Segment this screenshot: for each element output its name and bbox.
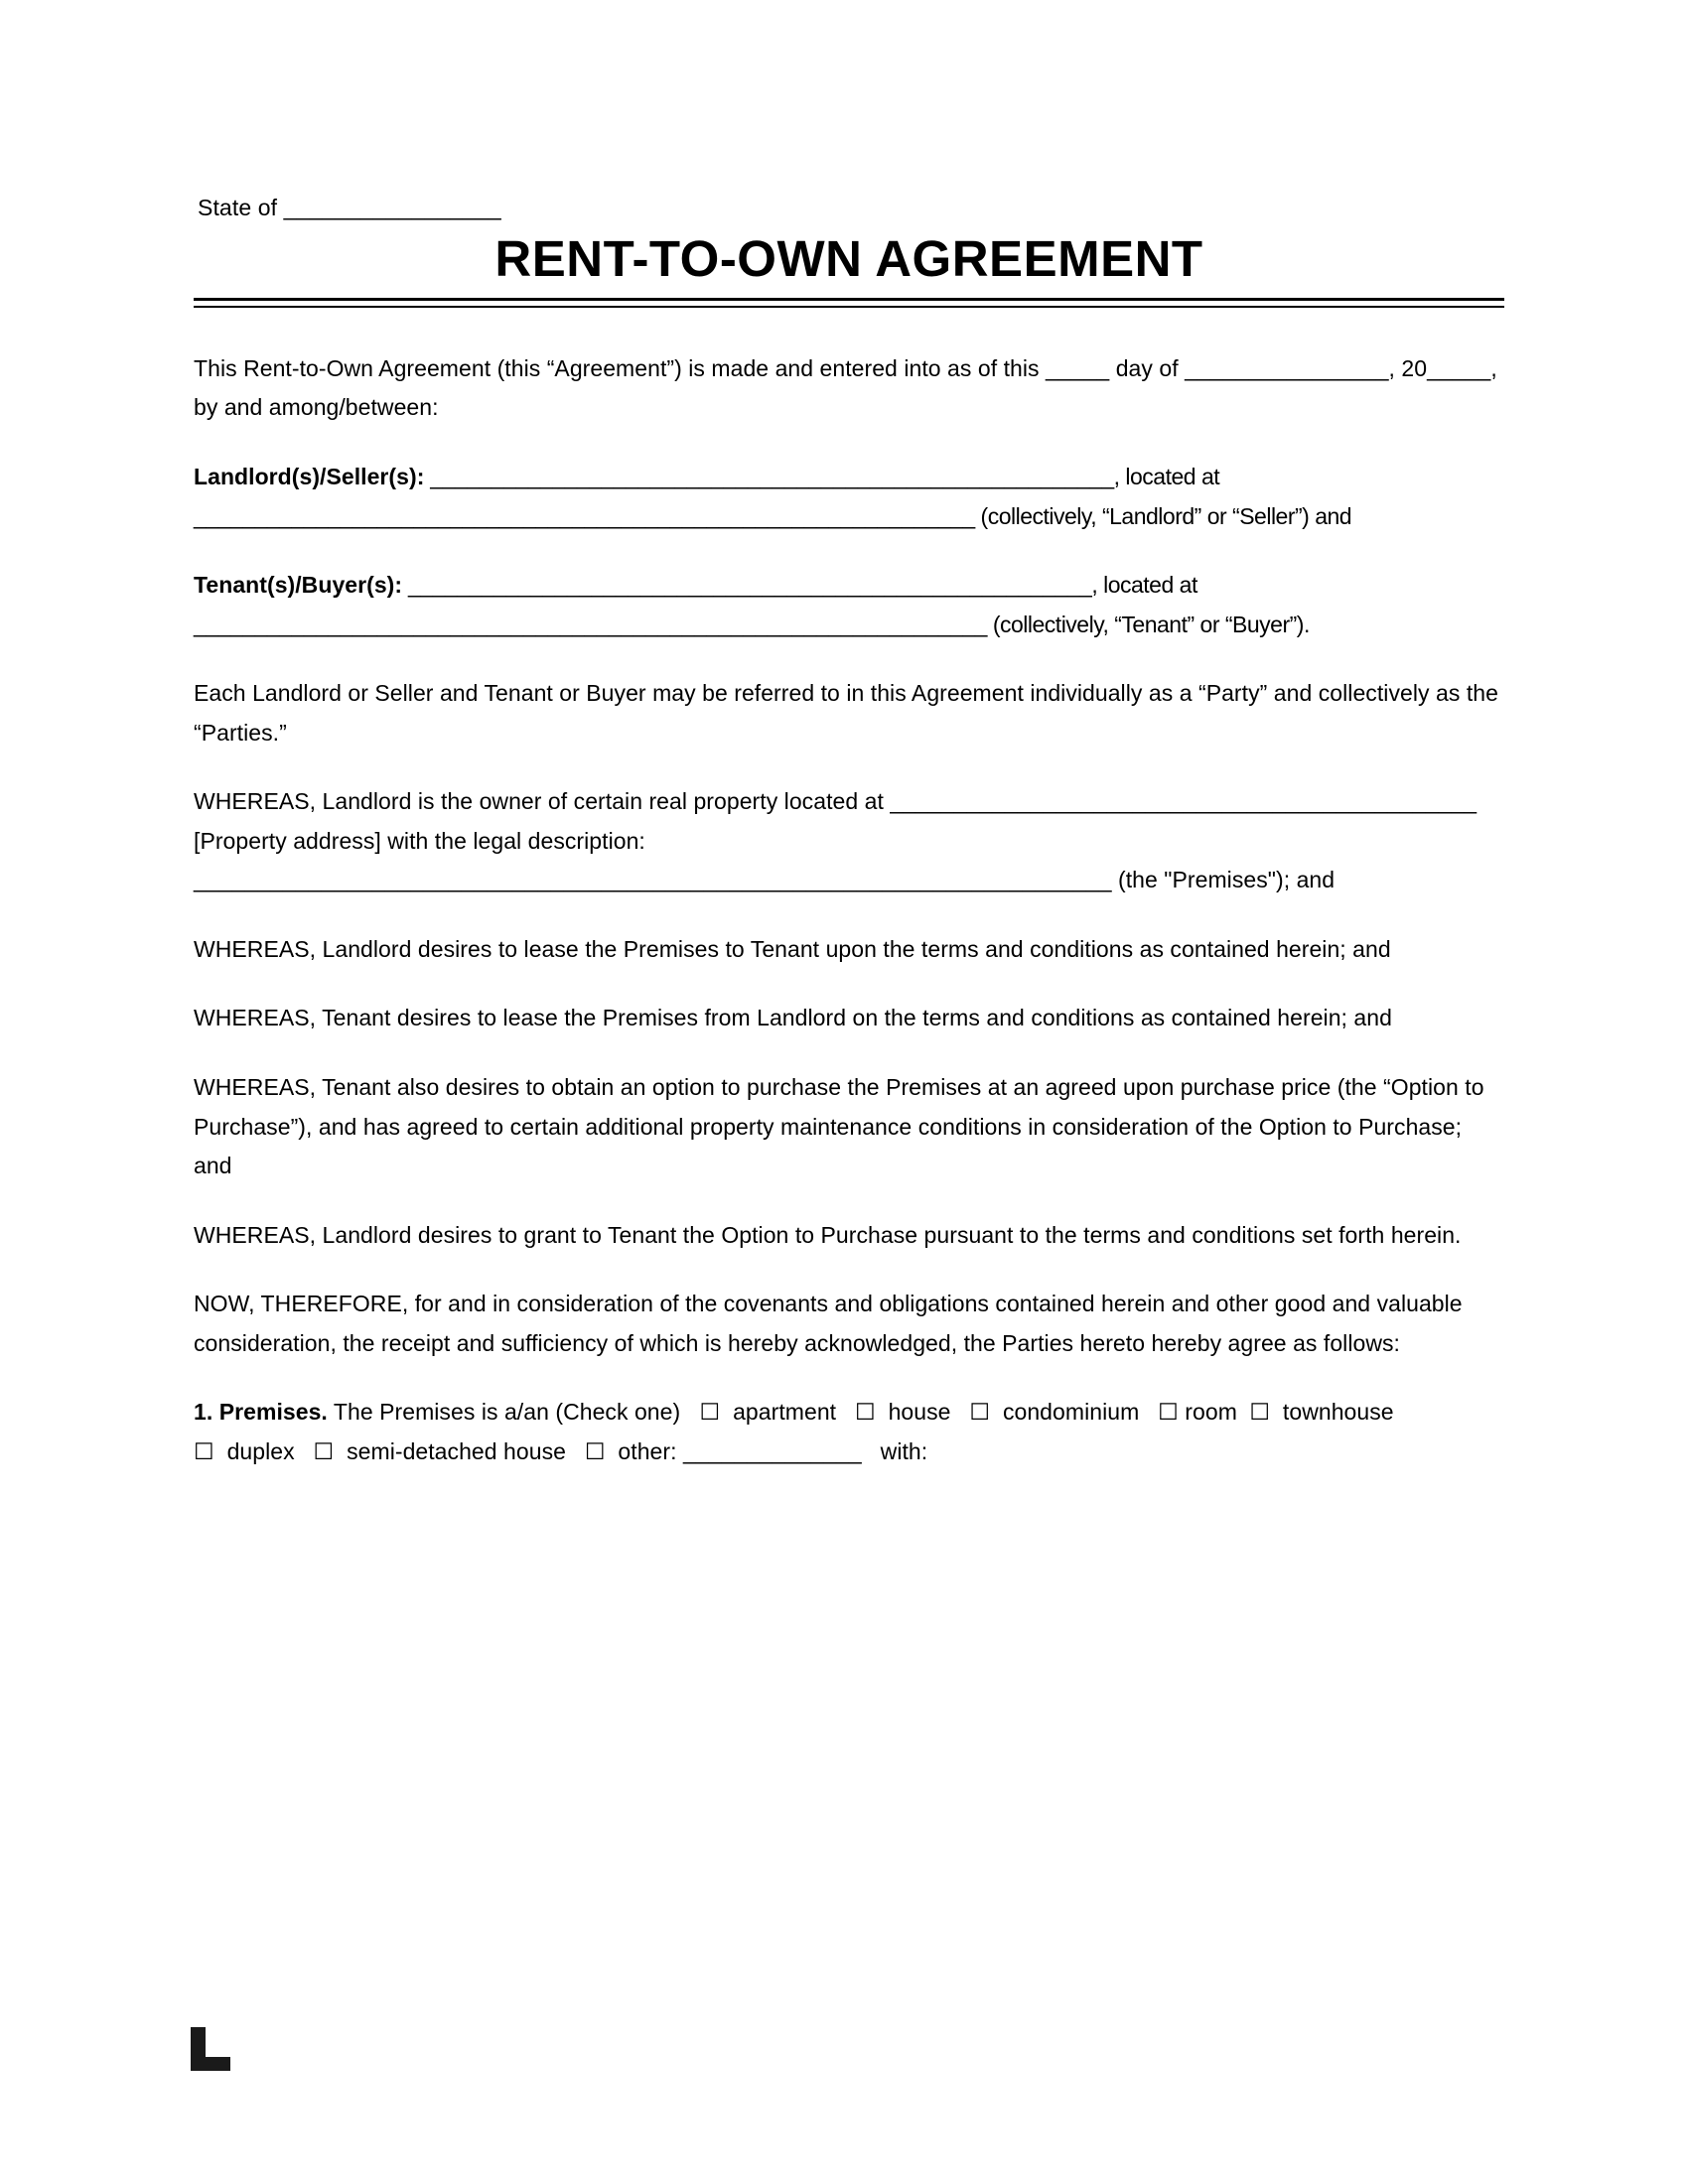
option-condominium[interactable]	[969, 1399, 1139, 1425]
option-label: apartment	[733, 1399, 837, 1426]
option-apartment[interactable]	[700, 1399, 837, 1425]
whereas-paragraph-4: WHEREAS, Tenant also desires to obtain an option to purchase the Premises at an agreed upon purchase price (the “Option to Purchase”), and has agreed to certain additional property maintenance conditions in consideration of the Option to Purchase; and	[194, 1074, 1484, 1179]
whereas-paragraph-5: WHEREAS, Landlord desires to grant to Tenant the Option to Purchase pursuant to the terms and conditions set forth herein.	[194, 1221, 1462, 1248]
checkbox-icon[interactable]: ☐	[969, 1399, 991, 1426]
landlord-paragraph	[194, 458, 1504, 536]
option-label: other: ______________	[618, 1437, 862, 1464]
option-duplex[interactable]	[194, 1438, 295, 1464]
parties-paragraph: Each Landlord or Seller and Tenant or Buyer may be referred to in this Agreement individually as a “Party” and collectively as the “Parties.”	[194, 680, 1498, 746]
now-therefore-paragraph: NOW, THEREFORE, for and in consideration of the covenants and obligations contained herein and other good and valuable consideration, the receipt and sufficiency of which is hereby acknowledged, the Parties hereto hereby agree as follows:	[194, 1291, 1463, 1356]
option-room[interactable]	[1158, 1399, 1237, 1425]
option-house[interactable]	[855, 1399, 950, 1425]
whereas-paragraph-3: WHEREAS, Tenant desires to lease the Premises from Landlord on the terms and conditions as contained herein; and	[194, 1005, 1392, 1031]
intro-paragraph: This Rent-to-Own Agreement (this “Agreement”) is made and entered into as of this _____ day of ________________, 20_____, by and among/between:	[194, 354, 1497, 421]
tenant-paragraph	[194, 566, 1504, 644]
section-1-number: 1. Premises.	[194, 1399, 328, 1426]
section-1-trailing-text: with:	[880, 1437, 928, 1464]
tenant-label: Tenant(s)/Buyer(s):	[194, 572, 403, 599]
section-1-lead-text: The Premises is a/an (Check one)	[327, 1399, 681, 1426]
option-semi-detached-house[interactable]	[314, 1438, 566, 1464]
whereas-paragraph-1: WHEREAS, Landlord is the owner of certain real property located at ______________________________________________ [Property address] with the legal description: ________________________________________________________________________ (the "Premises"); and	[194, 788, 1477, 893]
whereas-paragraph-2: WHEREAS, Landlord desires to lease the Premises to Tenant upon the terms and conditions as contained herein; and	[194, 935, 1391, 962]
option-label: townhouse	[1282, 1399, 1394, 1426]
landlord-label: Landlord(s)/Seller(s):	[194, 463, 425, 489]
document-body	[194, 349, 1504, 1471]
landlord-fill-line: ________________________________________________________, located at ________________________________________________________________ (collectively, “Landlord” or “Seller”) and	[194, 463, 1352, 529]
legal-templates-logo-icon	[191, 2027, 230, 2071]
tenant-fill-line: ________________________________________________________, located at _________________________________________________________________ (collectively, “Tenant” or “Buyer”).	[194, 572, 1310, 637]
checkbox-icon[interactable]: ☐	[855, 1399, 876, 1426]
option-label: duplex	[226, 1437, 295, 1464]
section-1-premises	[194, 1393, 1504, 1471]
checkbox-icon[interactable]: ☐	[699, 1399, 721, 1426]
option-label: room	[1185, 1399, 1237, 1426]
checkbox-icon[interactable]: ☐	[313, 1437, 335, 1464]
checkbox-icon[interactable]: ☐	[1158, 1399, 1179, 1426]
checkbox-icon[interactable]: ☐	[194, 1437, 214, 1464]
checkbox-icon[interactable]: ☐	[1249, 1399, 1271, 1426]
state-of-line: State of _________________	[198, 195, 501, 220]
option-label: condominium	[1002, 1399, 1140, 1426]
page-title: RENT-TO-OWN AGREEMENT	[194, 229, 1504, 301]
option-townhouse[interactable]	[1249, 1399, 1393, 1425]
option-label: house	[888, 1399, 951, 1426]
option-other[interactable]	[585, 1438, 862, 1464]
title-divider	[194, 306, 1504, 308]
checkbox-icon[interactable]: ☐	[584, 1437, 606, 1464]
option-label: semi-detached house	[347, 1437, 566, 1464]
